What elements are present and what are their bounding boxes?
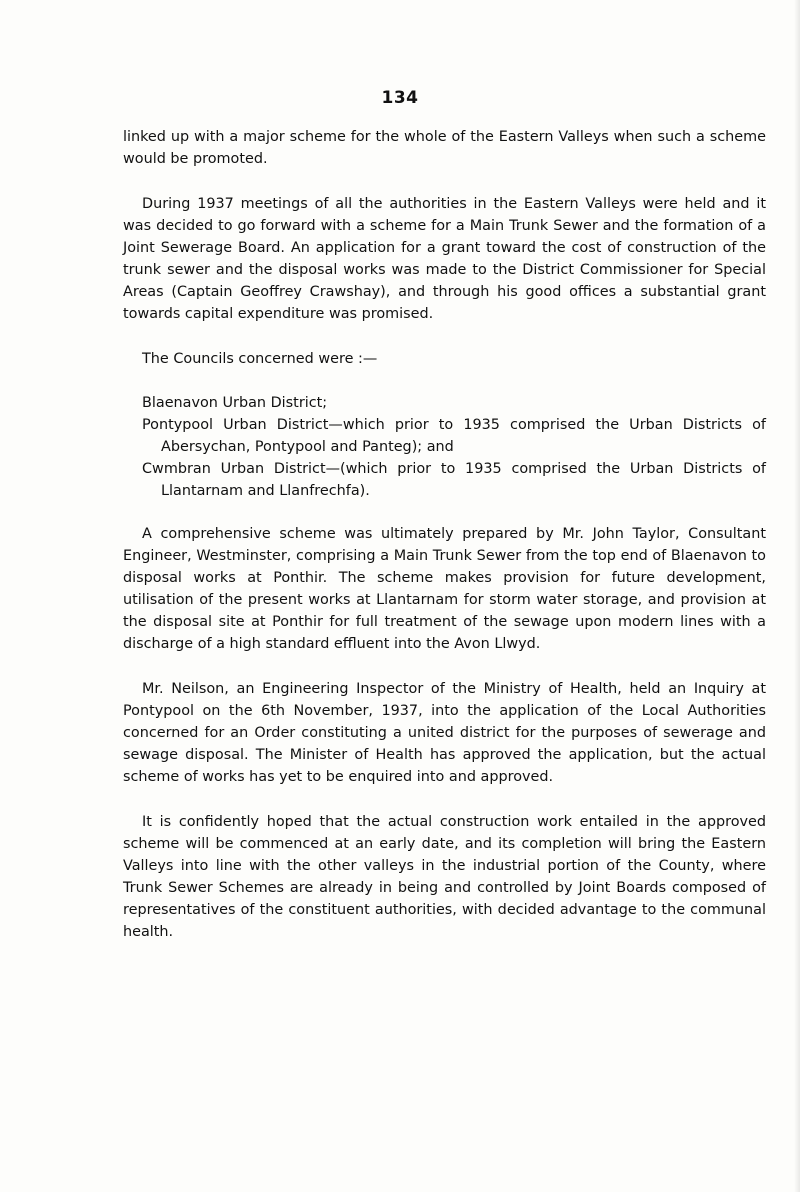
council-item-cwmbran: Cwmbran Urban District—(which prior to 1935 comprised the Urban Districts of Llantarnam and Llanfrechfa). — [142, 461, 766, 499]
paragraph-scheme: A comprehensive scheme was ultimately prepared by Mr. John Taylor, Consultant Engineer, Westminster, comprising a Main Trunk Sewer from the top end of Blaenavon to disposal works at Ponthir. The scheme makes provision for future development, utilisation of the present works at Llantarnam for storm water storage, and provision at the disposal site at Ponthir for full treatment of the sewage upon modern lines with a discharge of a high standard effluent into the Avon Llwyd. — [123, 526, 766, 652]
paragraph-meetings: During 1937 meetings of all the authorities in the Eastern Valleys were held and it was decided to go forward with a scheme for a Main Trunk Sewer and the formation of a Joint Sewerage Board. An application for a grant toward the cost of construction of the trunk sewer and the disposal works was made to the District Commissioner for Special Areas (Captain Geoffrey Crawshay), and through his good offices a substantial grant towards capital expenditure was promised. — [123, 196, 766, 322]
council-item-pontypool: Pontypool Urban District—which prior to 1935 comprised the Urban Districts of Abersychan, Pontypool and Panteg); and — [142, 417, 766, 455]
body-text — [123, 126, 766, 966]
paragraph-continuation: linked up with a major scheme for the whole of the Eastern Valleys when such a scheme would be promoted. — [123, 129, 766, 167]
paragraph-conclusion: It is confidently hoped that the actual construction work entailed in the approved scheme will be commenced at an early date, and its completion will bring the Eastern Valleys into line with the other valleys in the industrial portion of the County, where Trunk Sewer Schemes are already in being and controlled by Joint Boards composed of representatives of the constituent authorities, with decided advantage to the communal health. — [123, 814, 766, 940]
page-number: 134 — [381, 88, 419, 108]
paragraph-councils-lead: The Councils concerned were :— — [142, 351, 378, 367]
paragraph-inquiry: Mr. Neilson, an Engineering Inspector of the Ministry of Health, held an Inquiry at Pontypool on the 6th November, 1937, into the application of the Local Authorities concerned for an Order constituting a united district for the purposes of sewerage and sewage disposal. The Minister of Health has approved the application, but the actual scheme of works has yet to be enquired into and approved. — [123, 681, 766, 785]
council-list — [123, 392, 766, 502]
council-item-blaenavon: Blaenavon Urban District; — [142, 395, 328, 411]
page-edge-shadow — [794, 0, 800, 1192]
